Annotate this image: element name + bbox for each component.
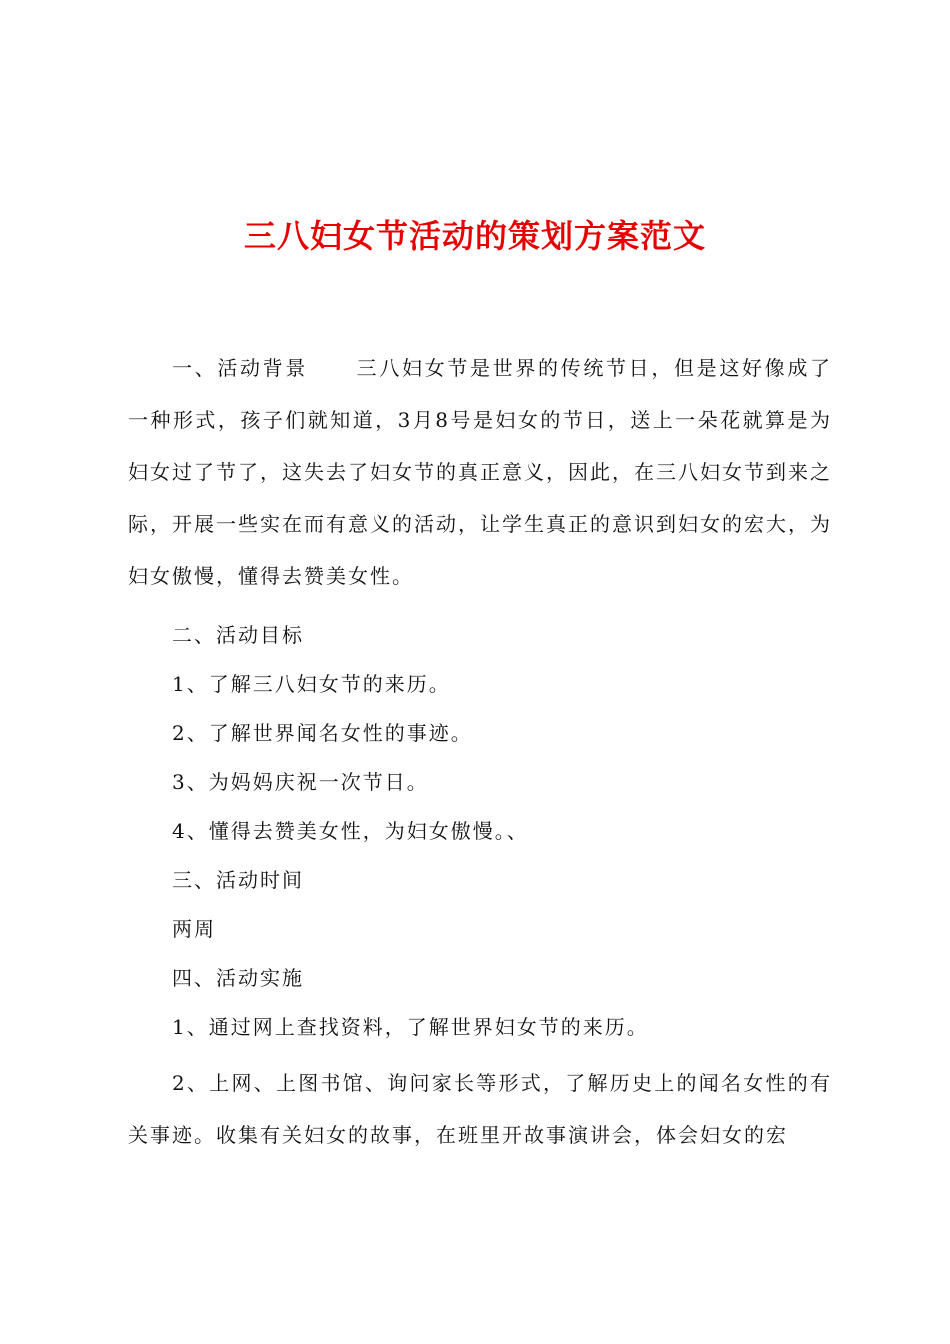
paragraph-background: [128, 342, 832, 602]
list-item-implementation-1: 1、通过网上查找资料，了解世界妇女节的来历。: [172, 1015, 649, 1039]
document-body: [128, 342, 832, 1175]
list-item-goal-3: 3、为妈妈庆祝一次节日。: [172, 770, 429, 794]
document-title: 三八妇女节活动的策划方案范文: [243, 217, 706, 255]
list-item-goal-2: 2、了解世界闻名女性的事迹。: [172, 721, 473, 745]
section-heading-goals: 二、活动目标: [172, 623, 304, 647]
paragraph-background-text: 三八妇女节是世界的传统节日，但是这好像成了一种形式，孩子们就知道，3月8号是妇女的节日，送上一朵花就算是为妇女过了节了，这失去了妇女节的真正意义，因此，在三八妇女节到来之际，开展一些实在而有意义的活动，让学生真正的意识到妇女的宏大，为妇女傲慢，懂得去赞美女性。: [128, 356, 832, 588]
list-item-goal-1: 1、了解三八妇女节的来历。: [172, 672, 451, 696]
list-item-goal-4: 4、懂得去赞美女性，为妇女傲慢。、: [172, 819, 529, 843]
section-heading-time: 三、活动时间: [172, 868, 304, 892]
section-heading-implementation: 四、活动实施: [172, 966, 304, 990]
paragraph-time: 两周: [172, 917, 216, 941]
list-item-implementation-2: 2、上网、上图书馆、询问家长等形式，了解历史上的闻名女性的有关事迹。收集有关妇女的故事，在班里开故事演讲会，体会妇女的宏: [128, 1071, 832, 1147]
section-heading-background: 一、活动背景: [172, 356, 308, 380]
